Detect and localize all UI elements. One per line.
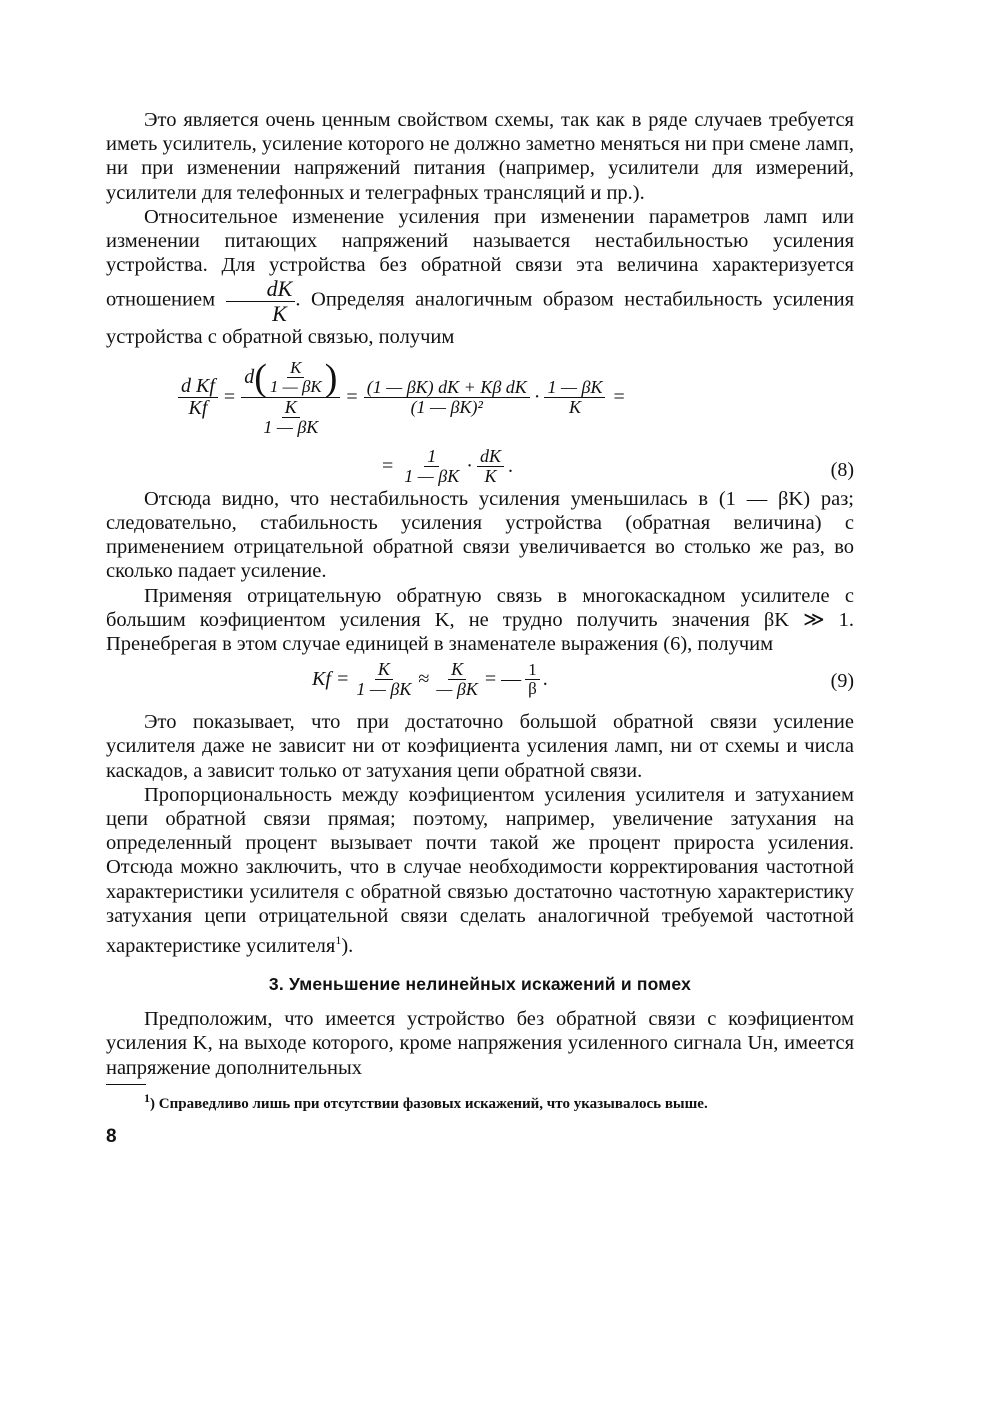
eq9-c-num: 1 xyxy=(525,661,540,680)
eq9-lhs: Kf = xyxy=(312,668,350,691)
paragraph-2 xyxy=(106,205,854,349)
eq8-mid-den xyxy=(257,398,324,437)
paragraph-6-end: ). xyxy=(341,934,354,957)
eq8-rhs1-num: (1 — βK) dK + Kβ dK xyxy=(364,378,530,398)
eq8-inner-den: 1 — βK xyxy=(269,377,322,397)
eq9-a-den: 1 — βK xyxy=(356,679,412,700)
eq8-lhs-fraction xyxy=(178,376,218,419)
paragraph-6-text: Пропорциональность между коэфициентом усиления усилителя и затуханием цепи обратной связи прямая; поэтому, например, увеличение затухания на определенный процент вызывает почти такой же процент прироста усиления. Отсюда можно заключить, что в случае необходимости корректирования частотной характеристики усилителя с обратной связью достаточно частотную характеристику затухания цепи отрицательной связи сделать аналогичной требуемой частотной характеристике усилителя xyxy=(106,783,854,957)
eq9-b-num: K xyxy=(448,660,466,680)
paragraph-4: Применяя отрицательную обратную связь в многокаскадном усилителе с большим коэфициентом усиления K, не трудно получить значения βK ≫ 1. Пренебрегая в этом случае единицей в знаменателе выражения (6), получим xyxy=(106,584,854,656)
footnote-rule xyxy=(106,1084,146,1085)
eq8-rhs2-num: 1 — βK xyxy=(544,378,605,398)
inline-fraction-num: dK xyxy=(226,277,296,301)
eq8-rhs2-fraction xyxy=(544,378,605,417)
equation-9-number: (9) xyxy=(830,670,854,693)
eq8-mid-fraction xyxy=(241,356,340,437)
inline-fraction-den: K xyxy=(272,300,287,326)
equation-8-line-1: $\frac{\text{d Kf}}{Kf}$ = d ( $\frac{K}{1 — \beta K}$ ) $\frac{K}{1 — \beta K}$ = $\frac{\text{(1 — βK) dK + Kβ dK}}{\text{(1 — βK)²}}$ · $\frac{1 — \beta K}{K}$ = xyxy=(178,359,625,437)
paragraph-2-part-a: Относительное изменение усиления при изменении параметров ламп или изменении питающих напряжений называется нестабильностью усиления устройства. Для устройства без обратной связи эта величина характеризуется отношением xyxy=(106,205,854,311)
eq9-c-den: β xyxy=(528,679,537,699)
eq8-rhs1-fraction xyxy=(364,378,530,417)
page-number: 8 xyxy=(106,1125,117,1147)
eq9-fraction-a xyxy=(353,660,414,699)
inline-fraction-dk-k xyxy=(226,277,296,324)
paragraph-5: Это показывает, что при достаточно большой обратной связи усиление усилителя даже не зависит ни от коэфициента усиления ламп, ни от схемы и числа каскадов, а зависит только от затухания цепи обратной связи. xyxy=(106,711,854,782)
equation-8-number: (8) xyxy=(830,458,854,481)
section-heading: 3. Уменьшение нелинейных искажений и помех xyxy=(268,974,692,995)
footnote-ref: 1 xyxy=(335,933,342,948)
eq9-fraction-b xyxy=(433,660,480,699)
eq8-line2-fraction-b xyxy=(477,447,504,486)
eq8-line2-b-den: K xyxy=(484,465,497,486)
eq8-mid-den-den: 1 — βK xyxy=(263,416,319,437)
eq8-rhs1-den: (1 — βK)² xyxy=(410,397,483,418)
eq8-inner-fraction xyxy=(267,359,325,396)
eq8-lhs-den: Kf xyxy=(188,397,208,420)
eq8-rhs2-den: K xyxy=(568,397,581,418)
page-body xyxy=(106,108,854,1148)
eq9-b-den: — βK xyxy=(436,679,478,700)
footnote-mark: 1 xyxy=(144,1090,150,1105)
eq8-line2-a-num: 1 xyxy=(424,447,439,467)
eq8-mid-num: d ( $\frac{K}{1 — \beta K}$ ) xyxy=(241,359,340,398)
paragraph-2-part-b: . Определяя аналогичным образом нестабильность усиления устройства с обратной связью, получим xyxy=(106,288,854,348)
eq8-mid-den-fraction xyxy=(260,398,321,437)
eq8-lhs-num: d Kf xyxy=(178,376,218,398)
paragraph-1: Это является очень ценным свойством схемы, так как в ряде случаев требуется иметь усилитель, усиление которого не должно заметно меняться ни при смене ламп, ни при изменении напряжений питания (например, усилители для измерений, усилители для телефонных и телеграфных трансляций и пр.). xyxy=(106,109,854,204)
eq8-inner-num: K xyxy=(287,359,304,378)
paragraph-7: Предположим, что имеется устройство без обратной связи с коэфициентом усиления K, на выходе которого, кроме напряжения усиленного сигнала Uн, имеется напряжение дополнительных xyxy=(106,1008,854,1079)
eq9-a-num: K xyxy=(375,660,393,680)
eq9-fraction-c xyxy=(525,661,540,698)
footnote-text: ) Справедливо лишь при отсутствии фазовых искажений, что указывалось выше. xyxy=(150,1095,708,1112)
eq8-line2-a-den: 1 — βK xyxy=(404,465,460,486)
footnote xyxy=(106,1089,854,1114)
equation-8-line-2: = $\frac{1}{1 — \beta K}$ · $\frac{dK}{K}$ . xyxy=(382,445,513,486)
eq8-line2-b-num: dK xyxy=(477,447,504,467)
equation-9-body: Kf = $\frac{K}{1 — \beta K}$ ≈ $\frac{K}{— \beta K}$ = — $\frac{1}{\beta}$ . xyxy=(312,659,548,700)
equation-9 xyxy=(106,658,854,708)
paragraph-3: Отсюда видно, что нестабильность усиления уменьшилась в (1 — βK) раз; следовательно, стабильность усиления устройства (обратная величина) с применением отрицательной обратной связи увеличивается во столько же раз, во сколько падает усиление. xyxy=(106,487,854,583)
eq8-mid-den-num: K xyxy=(282,398,300,418)
paragraph-6 xyxy=(106,783,854,958)
eq8-line2-fraction-a xyxy=(401,447,462,486)
equation-8 xyxy=(106,355,854,487)
